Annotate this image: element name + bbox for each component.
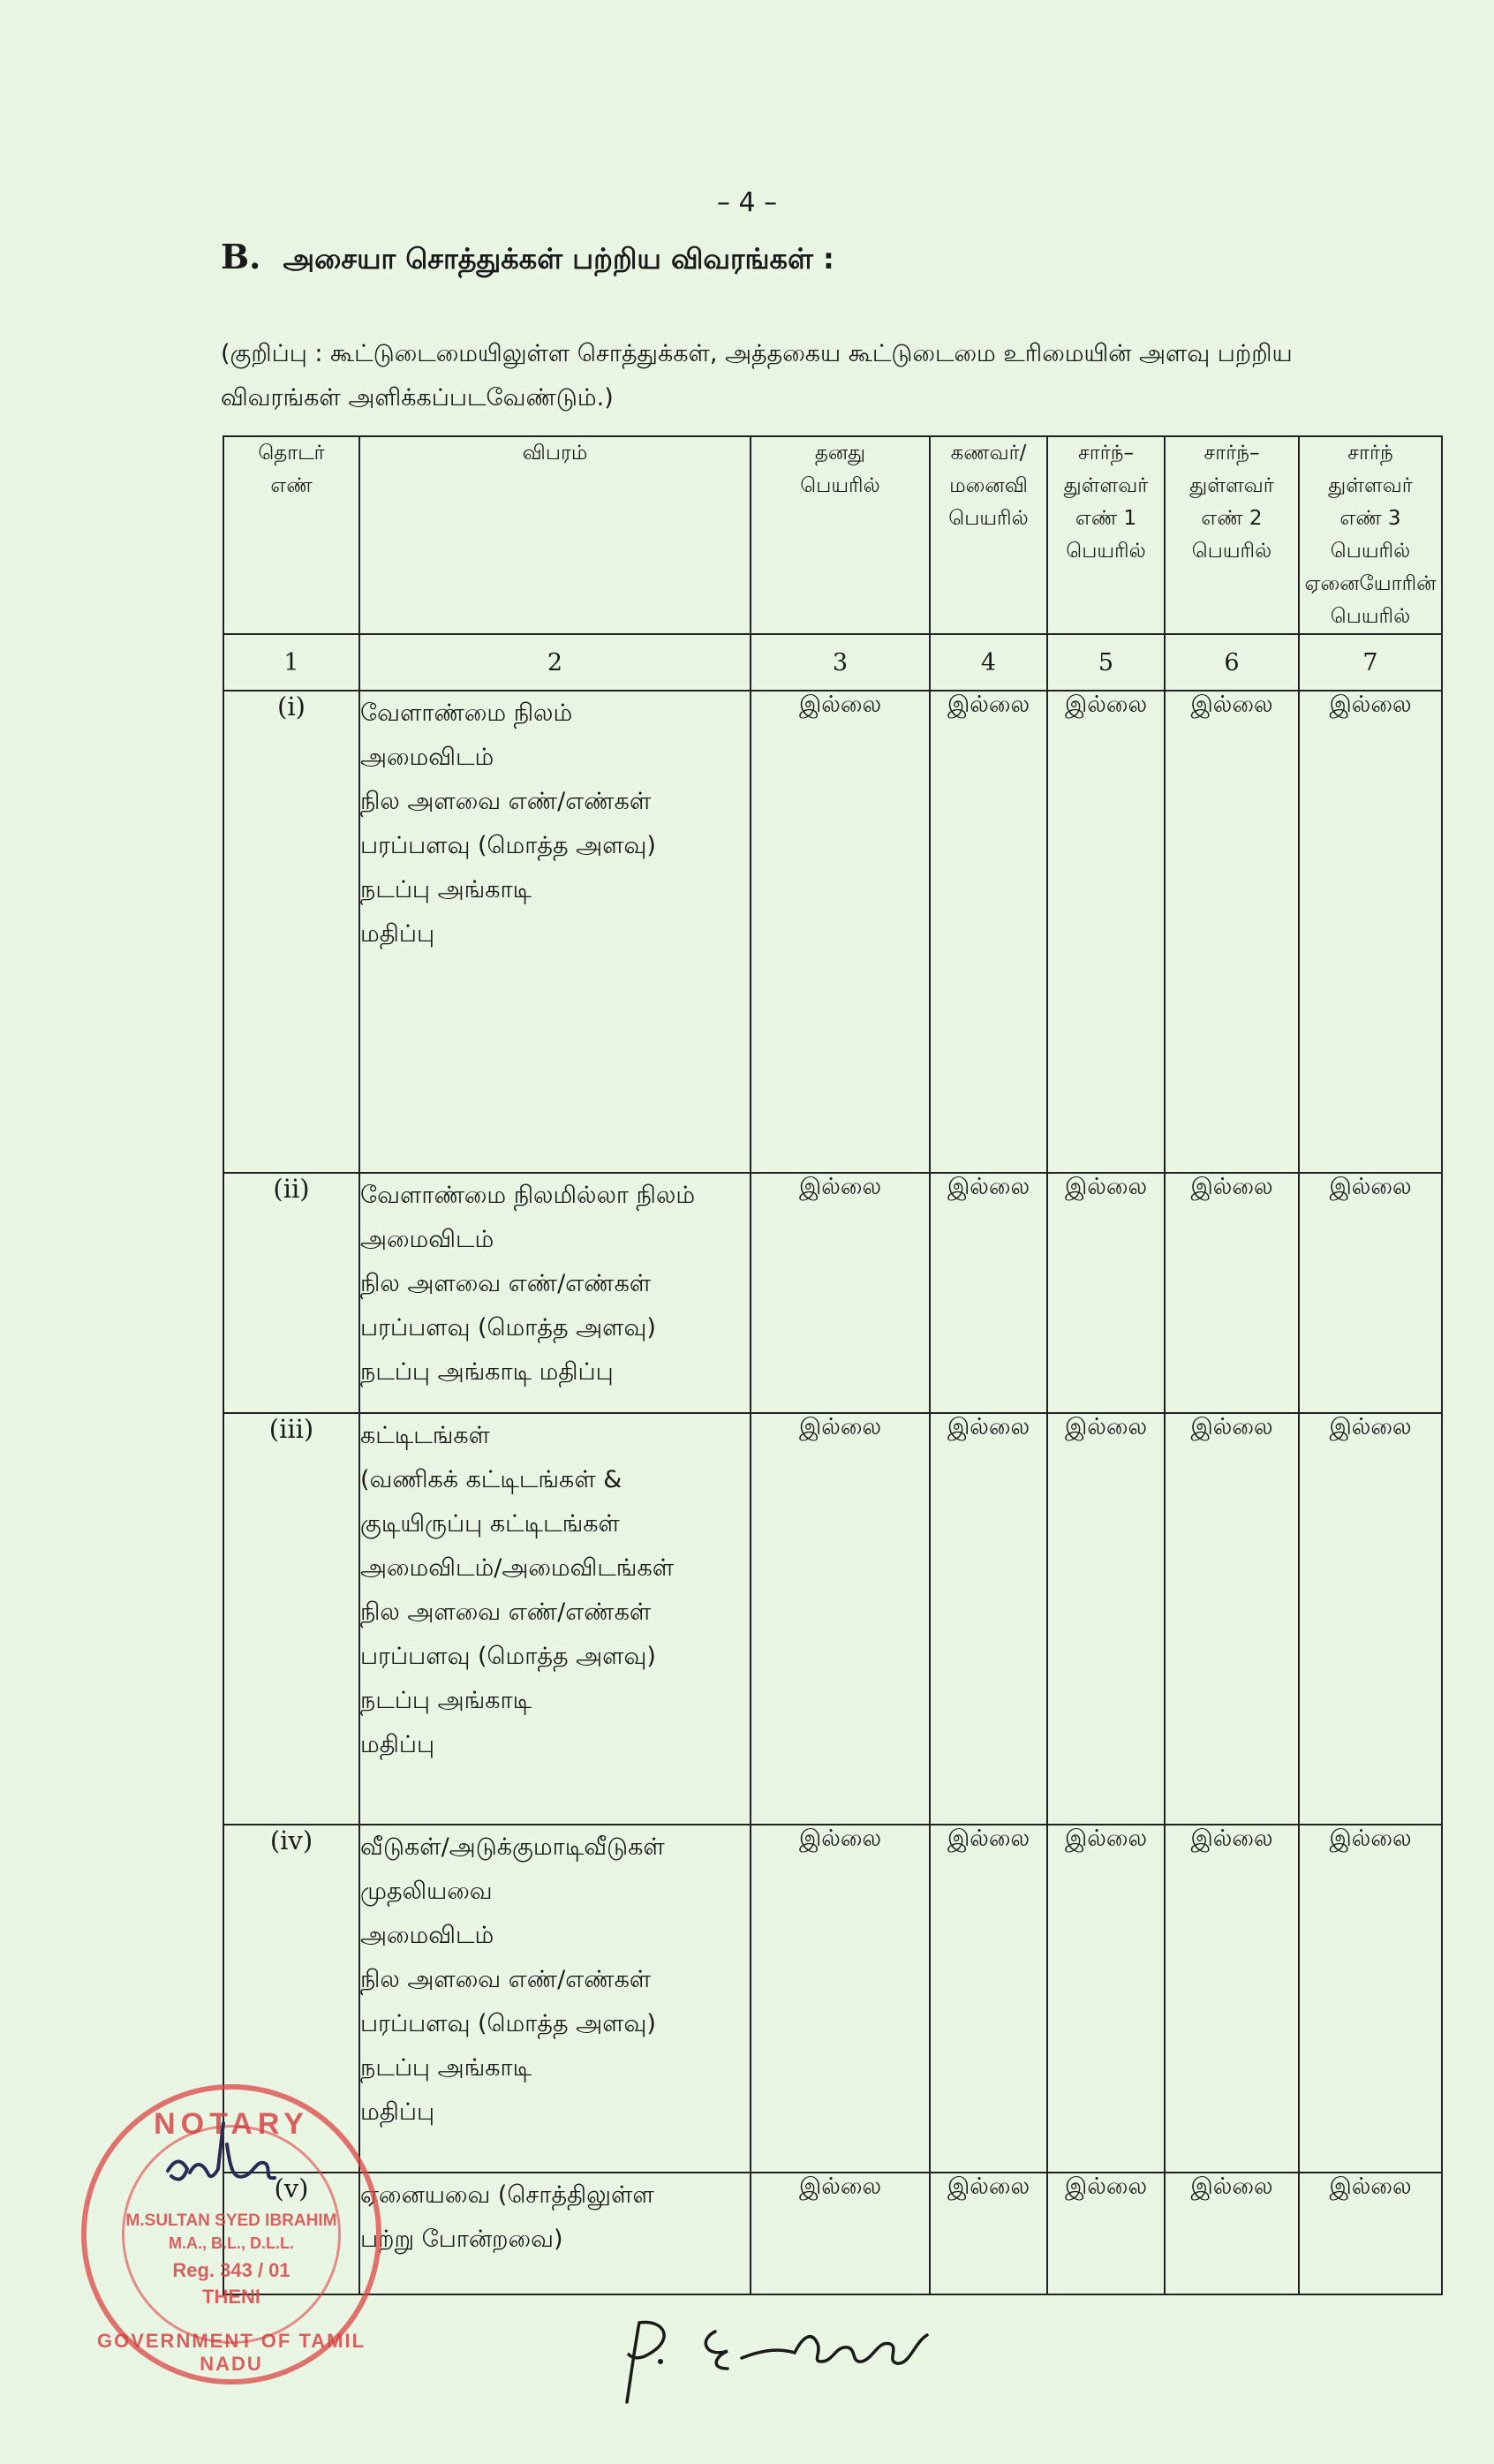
row-serial: (iv) [223, 1825, 359, 2173]
value-dependent-3-others: இல்லை [1299, 1413, 1442, 1825]
value-spouse: இல்லை [930, 1173, 1047, 1413]
row-description: வேளாண்மை நிலம் அமைவிடம் நில அளவை எண்/எண்கள் பரப்பளவு (மொத்த அளவு) நடப்பு அங்காடி மதிப்பு [359, 691, 751, 1173]
page-number: – 4 – [716, 187, 778, 218]
value-dependent-1: இல்லை [1047, 1413, 1165, 1825]
column-number: 1 [223, 634, 359, 691]
header-dependent-1: சார்ந்– துள்ளவர் எண் 1 பெயரில் [1047, 436, 1165, 634]
column-number: 7 [1299, 634, 1442, 691]
row-serial: (i) [223, 691, 359, 1173]
row-description: ஏனையவை (சொத்திலுள்ள பற்று போன்றவை) [359, 2173, 751, 2294]
value-self: இல்லை [751, 1173, 930, 1413]
immovable-assets-table [223, 435, 1443, 2295]
value-dependent-3-others: இல்லை [1299, 2173, 1442, 2294]
value-spouse: இல்லை [930, 691, 1047, 1173]
header-spouse: கணவர்/ மனைவி பெயரில் [930, 436, 1047, 634]
value-spouse: இல்லை [930, 2173, 1047, 2294]
value-dependent-1: இல்லை [1047, 1825, 1165, 2173]
table-row [223, 691, 1442, 1173]
value-self: இல்லை [751, 1825, 930, 2173]
seal-title: NOTARY [154, 2107, 309, 2141]
signature [609, 2296, 1068, 2429]
value-self: இல்லை [751, 2173, 930, 2294]
value-spouse: இல்லை [930, 1825, 1047, 2173]
value-dependent-2: இல்லை [1165, 1413, 1299, 1825]
seal-city: THENI [202, 2286, 260, 2308]
seal-degrees: M.A., B.L., D.L.L. [169, 2234, 294, 2252]
seal-name: M.SULTAN SYED IBRAHIM [125, 2211, 337, 2230]
section-title: அசையா சொத்துக்கள் பற்றிய விவரங்கள் : [283, 242, 834, 276]
value-dependent-2: இல்லை [1165, 2173, 1299, 2294]
value-dependent-2: இல்லை [1165, 1173, 1299, 1413]
header-serial-no: தொடர் எண் [223, 436, 359, 634]
row-description: வேளாண்மை நிலமில்லா நிலம் அமைவிடம் நில அளவை எண்/எண்கள் பரப்பளவு (மொத்த அளவு) நடப்பு அங்காடி மதிப்பு [359, 1173, 751, 1413]
section-note [221, 332, 1439, 420]
column-number-row [223, 634, 1442, 691]
table-row [223, 1413, 1442, 1825]
table-row [223, 2173, 1442, 2294]
value-self: இல்லை [751, 1413, 930, 1825]
row-description: வீடுகள்/அடுக்குமாடிவீடுகள் முதலியவை அமைவிடம் நில அளவை எண்/எண்கள் பரப்பளவு (மொத்த அளவு) நடப்பு அங்காடி மதிப்பு [359, 1825, 751, 2173]
column-number: 2 [359, 634, 751, 691]
table-header-row [223, 436, 1442, 634]
value-dependent-2: இல்லை [1165, 691, 1299, 1173]
column-number: 3 [751, 634, 930, 691]
value-self: இல்லை [751, 691, 930, 1173]
header-dependent-2: சார்ந்– துள்ளவர் எண் 2 பெயரில் [1165, 436, 1299, 634]
header-details: விபரம் [359, 436, 751, 634]
section-heading [221, 237, 834, 279]
value-dependent-2: இல்லை [1165, 1825, 1299, 2173]
table-row [223, 1173, 1442, 1413]
header-self: தனது பெயரில் [751, 436, 930, 634]
column-number: 5 [1047, 634, 1165, 691]
column-number: 4 [930, 634, 1047, 691]
column-number: 6 [1165, 634, 1299, 691]
value-dependent-1: இல்லை [1047, 2173, 1165, 2294]
row-serial: (ii) [223, 1173, 359, 1413]
value-dependent-1: இல்லை [1047, 1173, 1165, 1413]
value-spouse: இல்லை [930, 1413, 1047, 1825]
row-serial: (v) [223, 2173, 359, 2294]
header-dependent-3-others: சார்ந் துள்ளவர் எண் 3 பெயரில் ஏனையோரின் பெயரில் [1299, 436, 1442, 634]
note-line: விவரங்கள் அளிக்கப்படவேண்டும்.) [221, 384, 614, 412]
table-row [223, 1825, 1442, 2173]
row-serial: (iii) [223, 1413, 359, 1825]
value-dependent-1: இல்லை [1047, 691, 1165, 1173]
section-letter: B. [221, 237, 261, 276]
note-line: (குறிப்பு : கூட்டுடைமையிலுள்ள சொத்துக்கள், அத்தகைய கூட்டுடைமை உரிமையின் அளவு பற்றிய [221, 340, 1293, 367]
value-dependent-3-others: இல்லை [1299, 1173, 1442, 1413]
value-dependent-3-others: இல்லை [1299, 691, 1442, 1173]
seal-registration: Reg. 343 / 01 [172, 2259, 290, 2281]
row-description: கட்டிடங்கள் (வணிகக் கட்டிடங்கள் & குடியிருப்பு கட்டிடங்கள் அமைவிடம்/அமைவிடங்கள் நில அளவை எண்/எண்கள் பரப்பளவு (மொத்த அளவு) நடப்பு அங்காடி மதிப்பு [359, 1413, 751, 1825]
seal-government: GOVERNMENT OF TAMIL NADU [96, 2330, 366, 2375]
value-dependent-3-others: இல்லை [1299, 1825, 1442, 2173]
